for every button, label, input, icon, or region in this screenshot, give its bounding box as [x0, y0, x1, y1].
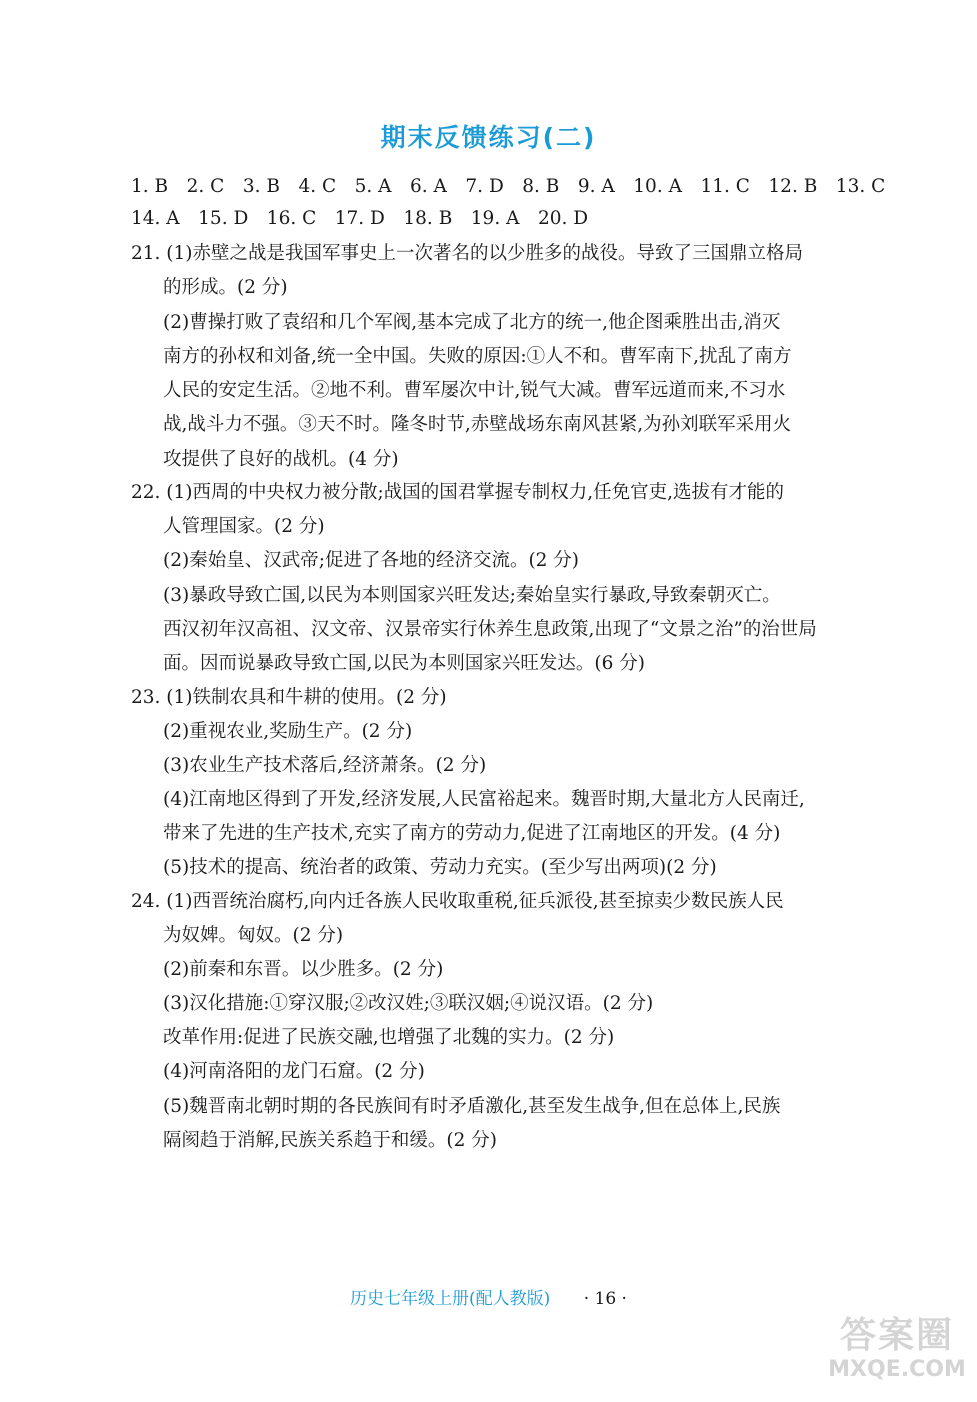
watermark-site-text: MXQE.COM: [828, 1357, 966, 1382]
answer-line: 14. A 15. D 16. C 17. D 18. B 19. A 20. D: [131, 208, 589, 229]
answer-line: 攻提供了良好的战机。(4 分): [163, 449, 399, 470]
answer-line: (2)重视农业,奖励生产。(2 分): [163, 721, 413, 742]
answer-line: 为奴婢。匈奴。(2 分): [163, 925, 344, 946]
answer-line: 23. (1)铁制农具和牛耕的使用。(2 分): [131, 687, 447, 708]
answer-line: 带来了先进的生产技术,充实了南方的劳动力,促进了江南地区的开发。(4 分): [163, 823, 781, 844]
answer-line: 战,战斗力不强。③天不时。隆冬时节,赤壁战场东南风甚紧,为孙刘联军采用火: [163, 414, 792, 435]
watermark-logo: [827, 1316, 967, 1394]
answer-line: (2)秦始皇、汉武帝;促进了各地的经济交流。(2 分): [163, 550, 580, 571]
answer-line: (5)魏晋南北朝时期的各民族间有时矛盾激化,甚至发生战争,但在总体上,民族: [163, 1096, 781, 1117]
answer-line: 改革作用:促进了民族交融,也增强了北魏的实力。(2 分): [163, 1027, 615, 1048]
page-number: · 16 ·: [583, 1289, 627, 1309]
answer-line: 隔阂趋于消解,民族关系趋于和缓。(2 分): [163, 1130, 497, 1151]
answer-line: 22. (1)西周的中央权力被分散;战国的国君掌握专制权力,任免官吏,选拔有才能的: [131, 482, 785, 503]
answer-line: (5)技术的提高、统治者的政策、劳动力充实。(至少写出两项)(2 分): [163, 857, 717, 878]
answer-line: 人民的安定生活。②地不利。曹军屡次中计,锐气大减。曹军远道而来,不习水: [163, 380, 786, 401]
book-title: 历史七年级上册(配人教版): [350, 1289, 551, 1309]
watermark-logo-text: 答案圈: [839, 1315, 954, 1356]
answer-line: (4)江南地区得到了开发,经济发展,人民富裕起来。魏晋时期,大量北方人民南迁,: [163, 789, 805, 810]
answer-line: (2)前秦和东晋。以少胜多。(2 分): [163, 959, 444, 980]
answer-line: 1. B 2. C 3. B 4. C 5. A 6. A 7. D 8. B 9. A 10. A 11. C 12. B 13. C: [131, 176, 886, 197]
answer-line: (4)河南洛阳的龙门石窟。(2 分): [163, 1061, 425, 1082]
answer-line: (3)汉化措施:①穿汉服;②改汉姓;③联汉姻;④说汉语。(2 分): [163, 993, 654, 1014]
answer-line: 24. (1)西晋统治腐朽,向内迁各族人民收取重税,征兵派役,甚至掠卖少数民族人民: [131, 891, 784, 912]
answer-line: 西汉初年汉高祖、汉文帝、汉景帝实行休养生息政策,出现了“文景之治”的治世局: [163, 619, 817, 640]
page-title: 期末反馈练习(二): [380, 123, 597, 152]
answer-line: (3)暴政导致亡国,以民为本则国家兴旺发达;秦始皇实行暴政,导致秦朝灭亡。: [163, 585, 781, 606]
answer-line: 人管理国家。(2 分): [163, 516, 325, 537]
page-footer: [0, 1284, 977, 1309]
answer-line: 的形成。(2 分): [163, 277, 288, 298]
answer-line: 21. (1)赤壁之战是我国军事史上一次著名的以少胜多的战役。导致了三国鼎立格局: [131, 243, 804, 264]
answer-line: 南方的孙权和刘备,统一全中国。失败的原因:①人不和。曹军南下,扰乱了南方: [163, 346, 792, 367]
answer-line: (3)农业生产技术落后,经济萧条。(2 分): [163, 755, 487, 776]
answer-line: (2)曹操打败了袁绍和几个军阀,基本完成了北方的统一,他企图乘胜出击,消灭: [163, 312, 781, 333]
answer-line: 面。因而说暴政导致亡国,以民为本则国家兴旺发达。(6 分): [163, 653, 645, 674]
